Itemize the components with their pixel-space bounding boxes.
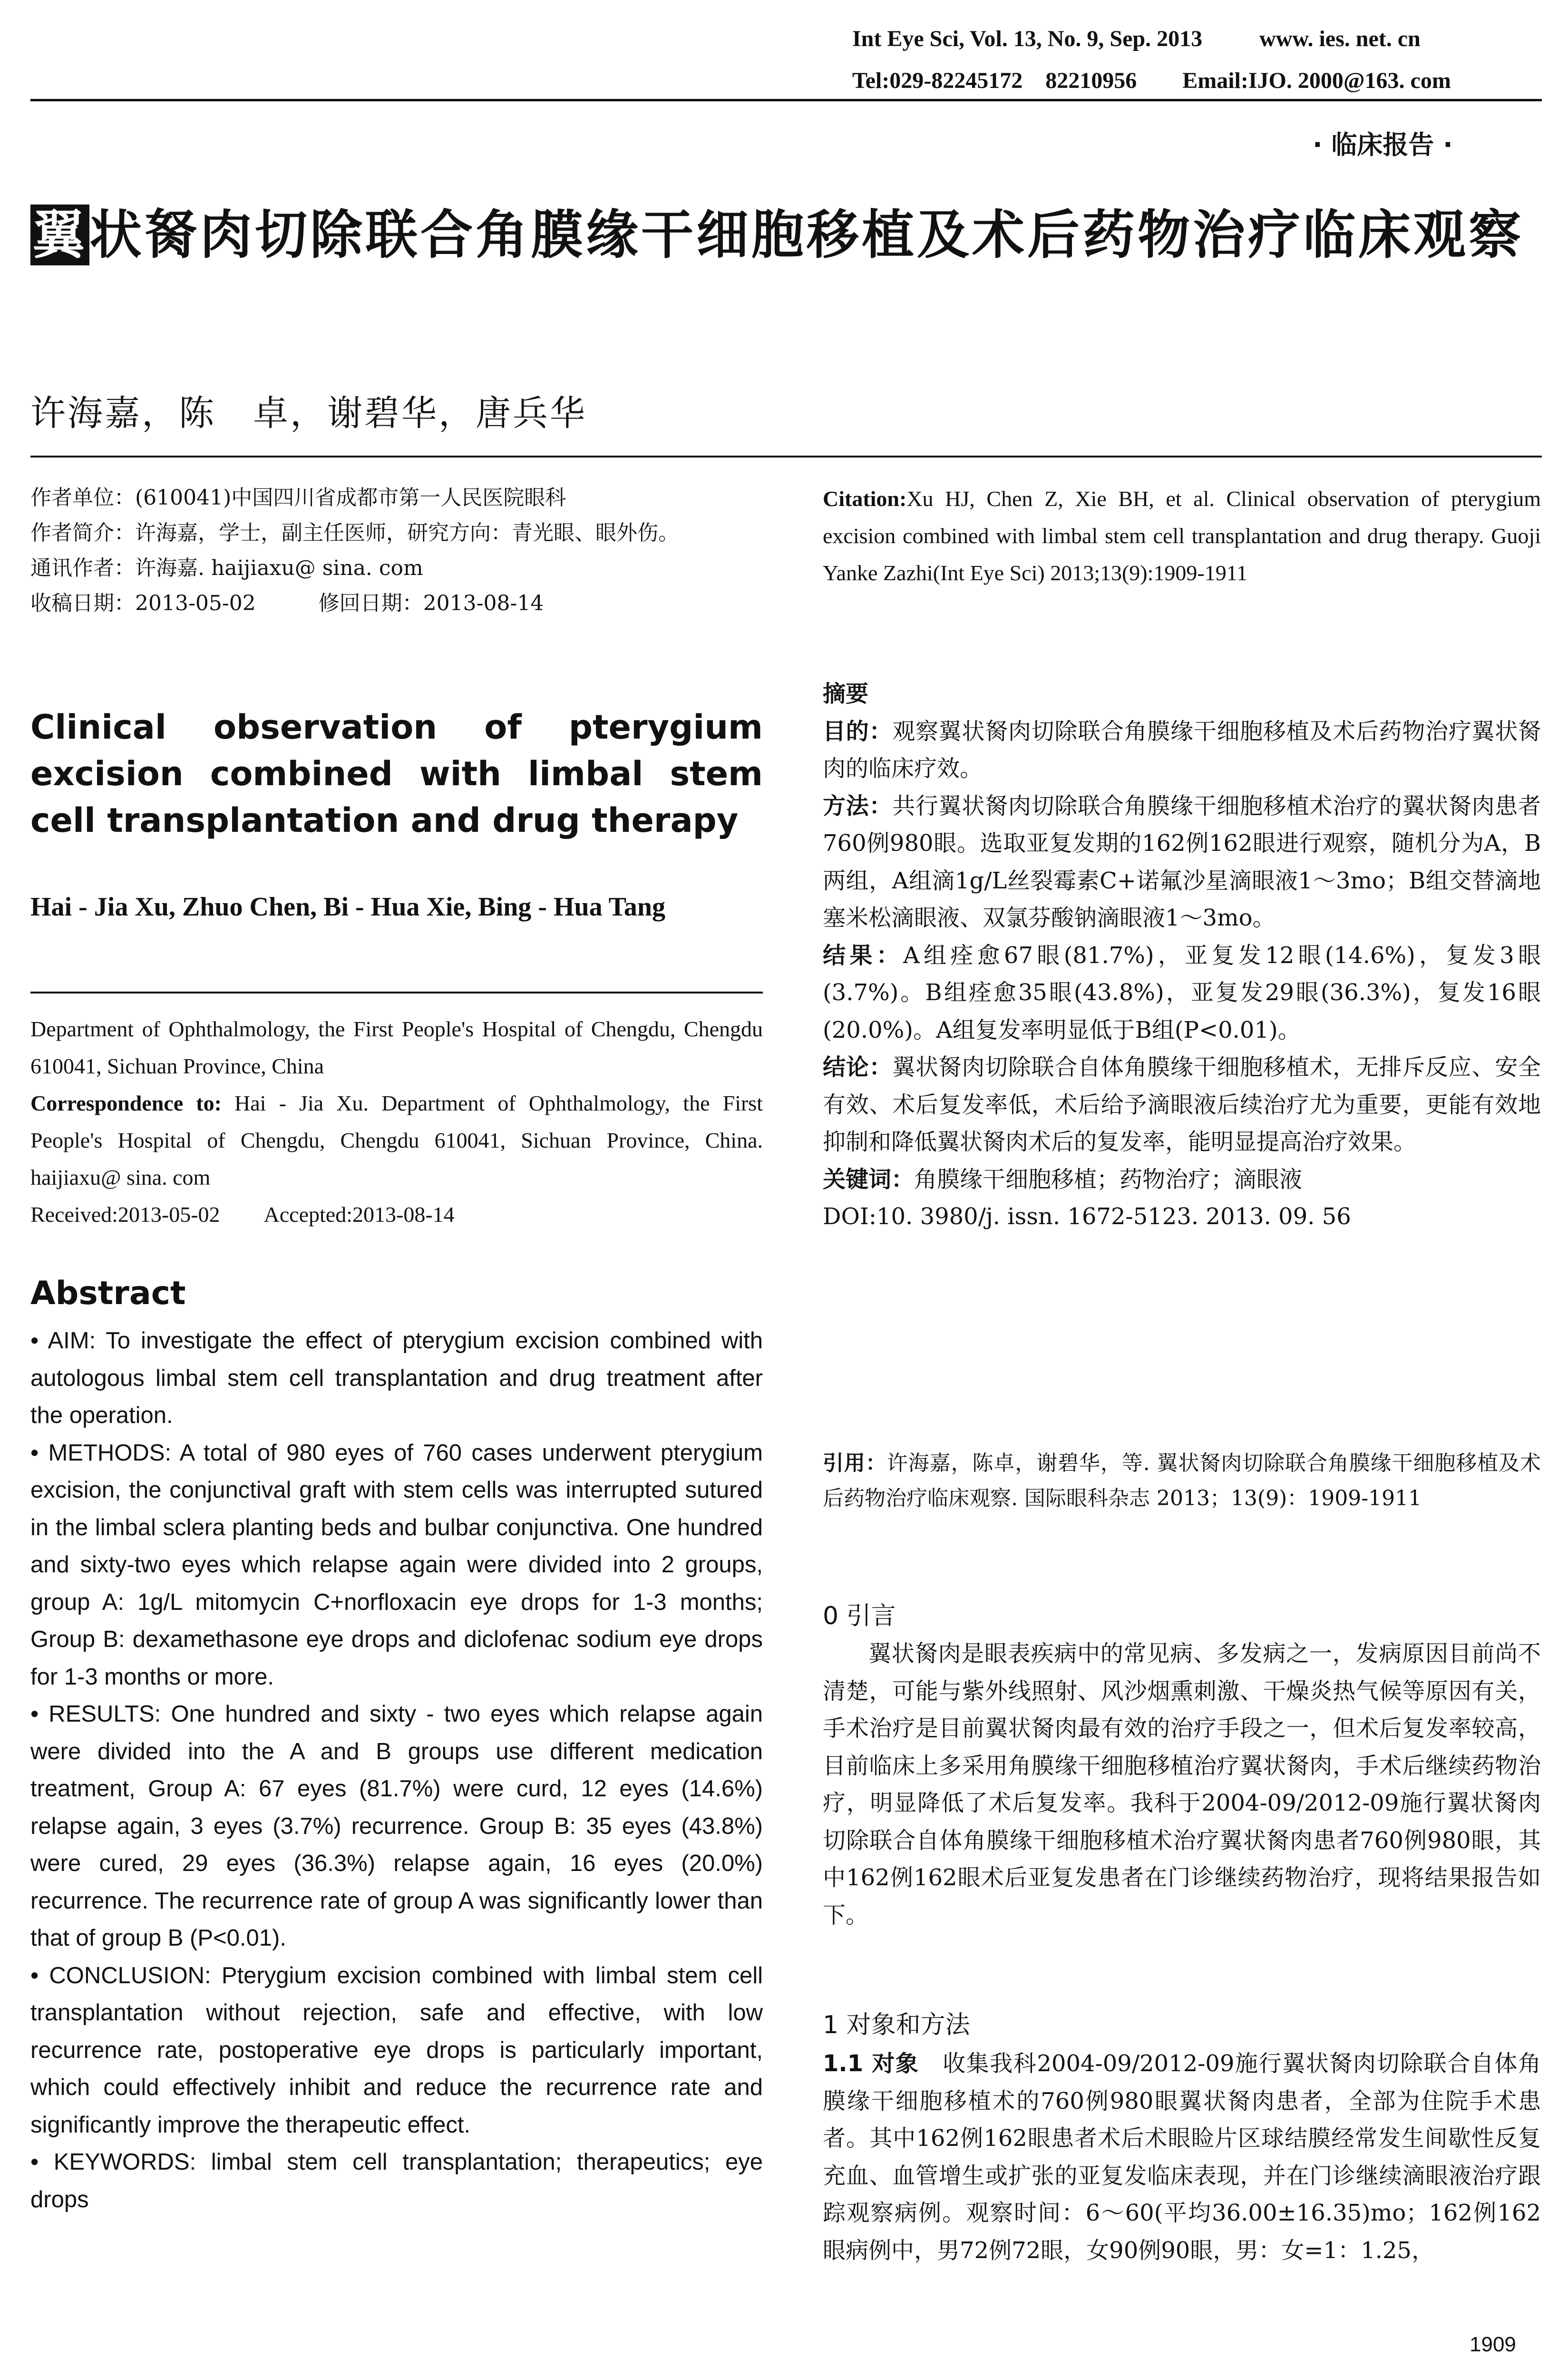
authors-rule	[30, 992, 763, 994]
author-bio: 作者简介：许海嘉，学士，副主任医师，研究方向：青光眼、眼外伤。	[30, 521, 679, 545]
cn-abstract-method	[823, 788, 1541, 937]
intro-text: 翼状胬肉是眼表疾病中的常见病、多发病之一，发病原因目前尚不清楚，可能与紫外线照射、风沙烟熏刺激、干燥炎热气候等原因有关，手术治疗是目前翼状胬肉最有效的治疗手段之一，但术后复发率较高，目前临床上多采用角膜缘干细胞移植治疗翼状胬肉，手术后继续药物治疗，明显降低了术后复发率。我科于2004-09/2012-09施行翼状胬肉切除联合自体角膜缘干细胞移植术治疗翼状胬肉患者760例980眼，其中162例162眼术后亚复发患者在门诊继续药物治疗，现将结果报告如下。	[823, 1640, 1541, 1929]
cn-keywords-text: 角膜缘干细胞移植；药物治疗；滴眼液	[914, 1166, 1303, 1193]
cn-abstract-conclusion	[823, 1049, 1541, 1161]
title-first-char: 翼	[30, 205, 89, 265]
cn-abstract-aim	[823, 713, 1541, 788]
methods-body: 收集我科2004-09/2012-09施行翼状胬肉切除联合自体角膜缘干细胞移植术的760例980眼翼状胬肉患者，全部为住院手术患者。其中162例162眼患者术后术眼睑片区球结膜经常发生间歇性反复充血、血管增生或扩张的亚复发临床表现，并在门诊继续滴眼液治疗跟踪观察病例。观察时间：6～60(平均36.00±16.35)mo；162例162眼病例中，男72例72眼，女90例90眼，男：女=1：1.25，	[823, 2050, 1541, 2264]
citation-label: Citation:	[823, 487, 907, 511]
article-title	[30, 200, 1543, 270]
cn-abstract-keywords	[823, 1161, 1541, 1198]
title-rest: 状胬肉切除联合角膜缘干细胞移植及术后药物治疗临床观察	[89, 205, 1524, 265]
department: Department of Ophthalmology, the First People's Hospital of Chengdu, Chengdu 610041, Sichuan Province, China	[30, 1017, 763, 1078]
abstract-results: • RESULTS: One hundred and sixty - two eyes which relapse again were divided into the A and B groups use different medication treatment, Group A: 67 eyes (81.7%) were curd, 12 eyes (14.6%) relapse again, 3 eyes (3.7%) recurrence. Group B: 35 eyes (43.8%) were cured, 29 eyes (36.3%) relapse again, 16 eyes (20.0%) recurrence. The recurrence rate of group A was significantly lower than that of group B (P<0.01).	[30, 1701, 763, 1951]
correspondence-text: Hai - Jia Xu. Department of Ophthalmology, the First People's Hospital of Chengdu, Chengdu 610041, Sichuan Province, China. haijiaxu@ sina. com	[30, 1091, 763, 1189]
title-rule	[30, 456, 1542, 458]
journal-contact-line: Tel:029-82245172 82210956 Email:IJO. 2000@163. com	[852, 68, 1451, 93]
authors: 许海嘉，陈 卓，谢碧华，唐兵华	[30, 393, 587, 434]
cn-result-text: A组痊愈67眼(81.7%)，亚复发12眼(14.6%)，复发3眼(3.7%)。B组痊愈35眼(43.8%)，亚复发29眼(36.3%)，复发16眼(20.0%)。A组复发率明显低于B组(P<0.01)。	[823, 942, 1541, 1043]
methods-heading: 1 对象和方法	[823, 2011, 970, 2039]
department-info	[30, 1011, 763, 1233]
received-dates: 收稿日期：2013-05-02 修回日期：2013-08-14	[30, 591, 544, 615]
header-rule	[30, 99, 1542, 101]
abstract-body	[30, 1322, 763, 2218]
abstract-aim: • AIM: To investigate the effect of pterygium excision combined with autologous limbal stem cell transplantation and drug treatment after the operation.	[30, 1328, 763, 1428]
cn-aim-text: 观察翼状胬肉切除联合角膜缘干细胞移植及术后药物治疗翼状胬肉的临床疗效。	[823, 718, 1541, 782]
correspondence-label: Correspondence to:	[30, 1091, 222, 1115]
author-info	[30, 480, 763, 621]
cn-abstract-result	[823, 937, 1541, 1049]
english-title: Clinical observation of pterygium excision combined with limbal stem cell transplantation and drug therapy	[30, 708, 763, 840]
english-authors: Hai - Jia Xu, Zhuo Chen, Bi - Hua Xie, Bing - Hua Tang	[30, 892, 666, 922]
cn-abstract-heading: 摘要	[823, 681, 869, 707]
methods-sub-label: 1.1 对象	[823, 2050, 919, 2077]
correspondence	[30, 1085, 763, 1196]
abstract-keywords: • KEYWORDS: limbal stem cell transplantation; therapeutics; eye drops	[30, 2149, 763, 2212]
cn-method-text: 共行翼状胬肉切除联合角膜缘干细胞移植术治疗的翼状胬肉患者760例980眼。选取亚复发期的162例162眼进行观察，随机分为A，B两组，A组滴1g/L丝裂霉素C+诺氟沙星滴眼液1～3mo；B组交替滴地塞米松滴眼液、双氯芬酸钠滴眼液1～3mo。	[823, 792, 1541, 931]
author-unit: 作者单位：(610041)中国四川省成都市第一人民医院眼科	[30, 486, 566, 510]
cn-conclusion-text: 翼状胬肉切除联合自体角膜缘干细胞移植术，无排斥反应、安全有效、术后复发率低，术后给予滴眼液后续治疗尤为重要，更能有效地抑制和降低翼状胬肉术后的复发率，能明显提高治疗效果。	[823, 1054, 1541, 1155]
cn-aim-label: 目的：	[823, 718, 893, 745]
page-number: 1909	[1470, 2333, 1516, 2356]
abstract-heading: Abstract	[30, 1275, 186, 1312]
abstract-methods: • METHODS: A total of 980 eyes of 760 cases underwent pterygium excision, the conjunctival graft with stem cells was interrupted sutured in the limbal sclera planting beds and bulbar conjunctiva. One hundred and sixty-two eyes which relapse again were divided into 2 groups, group A: 1g/L mitomycin C+norfloxacin eye drops for 1-3 months; Group B: dexamethasone eye drops and diclofenac sodium eye drops for 1-3 months or more.	[30, 1440, 763, 1690]
cn-doi: DOI:10. 3980/j. issn. 1672-5123. 2013. 09. 56	[823, 1203, 1351, 1230]
cn-method-label: 方法：	[823, 792, 893, 819]
cn-keywords-label: 关键词：	[823, 1166, 915, 1193]
intro-heading: 0 引言	[823, 1602, 896, 1630]
corresponding-author: 通讯作者：许海嘉. haijiaxu@ sina. com	[30, 556, 423, 580]
received-accepted: Received:2013-05-02 Accepted:2013-08-14	[30, 1202, 455, 1227]
abstract-conclusion: • CONCLUSION: Pterygium excision combined with limbal stem cell transplantation without rejection, safe and effective, with low recurrence rate, postoperative eye drops is particularly important, which could effectively inhibit and reduce the recurrence rate and significantly improve the therapeutic effect.	[30, 1962, 763, 2138]
citation	[823, 480, 1541, 592]
cn-citation-text: 许海嘉，陈卓，谢碧华，等. 翼状胬肉切除联合角膜缘干细胞移植及术后药物治疗临床观察. 国际眼科杂志 2013；13(9)：1909-1911	[823, 1451, 1541, 1510]
chinese-abstract	[823, 675, 1541, 1236]
citation-text: Xu HJ, Chen Z, Xie BH, et al. Clinical observation of pterygium excision combined with limbal stem cell transplantation and drug therapy. Guoji Yanke Zazhi(Int Eye Sci) 2013;13(9):1909-1911	[823, 487, 1541, 585]
cn-citation-label: 引用：	[823, 1451, 887, 1475]
cn-conclusion-label: 结论：	[823, 1054, 893, 1081]
cn-result-label: 结果：	[823, 942, 903, 969]
cn-citation	[823, 1446, 1541, 1516]
section-tag: · 临床报告 ·	[1313, 130, 1453, 160]
journal-info-line: Int Eye Sci, Vol. 13, No. 9, Sep. 2013 www. ies. net. cn	[852, 26, 1421, 51]
methods-text	[823, 2045, 1541, 2269]
